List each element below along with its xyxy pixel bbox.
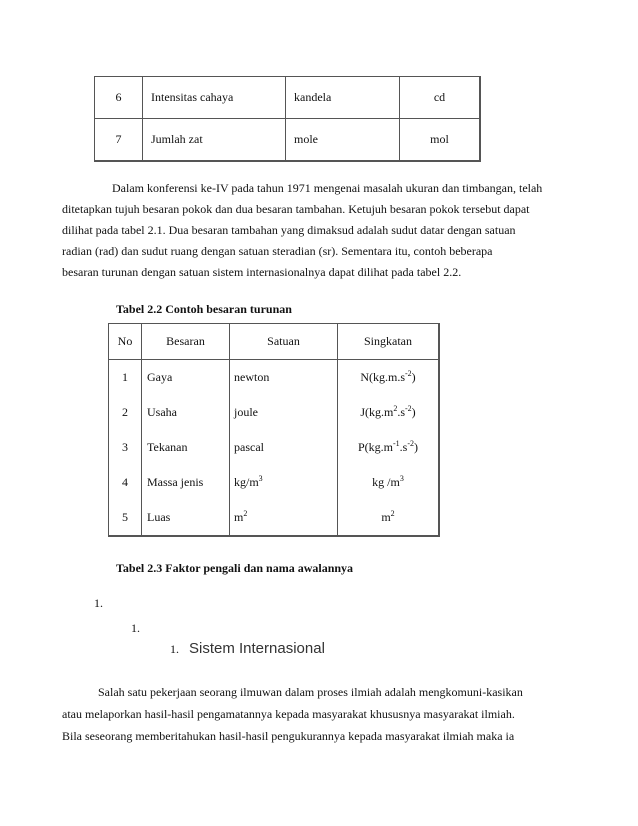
paragraph-line: Bila seseorang memberitahukan hasil-hasil pengukurannya kepada masyarakat ilmiah maka ia bbox=[62, 729, 515, 743]
cell-no: 6 bbox=[94, 77, 142, 119]
table-row bbox=[109, 395, 438, 430]
table-row bbox=[109, 430, 438, 465]
list-number-level3: 1. bbox=[170, 642, 179, 656]
cell-unit: pascal bbox=[229, 430, 337, 465]
table-caption: Tabel 2.3 Faktor pengali dan nama awalannya bbox=[116, 561, 354, 575]
paragraph-line: dilihat pada tabel 2.1. Dua besaran tambahan yang dimaksud adalah sudut datar dengan satuan bbox=[62, 223, 516, 237]
header-abbr: Singkatan bbox=[337, 324, 438, 360]
header-quantity: Besaran bbox=[141, 324, 229, 360]
paragraph-line: radian (rad) dan sudut ruang dengan satuan steradian (sr). Sementara itu, contoh beberapa bbox=[62, 244, 493, 258]
cell-no: 7 bbox=[94, 119, 142, 160]
cell-quantity: Usaha bbox=[141, 395, 229, 430]
paragraph-si bbox=[62, 681, 570, 747]
table-row bbox=[94, 119, 479, 160]
paragraph-line: atau melaporkan hasil-hasil pengamatannya kepada masyarakat khususnya masyarakat ilmiah. bbox=[62, 707, 515, 721]
cell-no: 2 bbox=[122, 405, 128, 419]
cell-no: 4 bbox=[122, 475, 128, 489]
cell-quantity: Massa jenis bbox=[141, 465, 229, 500]
paragraph-line: Dalam konferensi ke-IV pada tahun 1971 mengenai masalah ukuran dan timbangan, telah bbox=[112, 181, 543, 195]
table-header-row bbox=[109, 324, 438, 360]
cell-no: 3 bbox=[122, 440, 128, 454]
cell-unit: joule bbox=[229, 395, 337, 430]
cell-abbr: kg $/m^3$ bbox=[337, 465, 438, 500]
cell-abbr: $J(kg.m^2.s^{-2})$ bbox=[337, 395, 438, 430]
cell-quantity: Jumlah zat bbox=[142, 119, 285, 160]
cell-unit: $kg/m^3$ bbox=[229, 465, 337, 500]
derived-quantity-table bbox=[108, 323, 440, 537]
section-heading bbox=[170, 640, 325, 657]
table-row bbox=[109, 360, 438, 395]
table-row bbox=[94, 77, 479, 119]
cell-no: 5 bbox=[122, 510, 128, 524]
table-caption: Tabel 2.2 Contoh besaran turunan bbox=[116, 302, 292, 316]
cell-symbol: cd bbox=[399, 77, 479, 119]
cell-unit: newton bbox=[229, 360, 337, 395]
cell-quantity: Gaya bbox=[141, 360, 229, 395]
cell-quantity: Intensitas cahaya bbox=[142, 77, 285, 119]
header-unit: Satuan bbox=[229, 324, 337, 360]
cell-quantity: Tekanan bbox=[141, 430, 229, 465]
section-title: Sistem Internasional bbox=[189, 640, 325, 657]
header-no: No bbox=[109, 324, 141, 360]
table-row bbox=[109, 500, 438, 535]
cell-abbr: $m^2$ bbox=[337, 500, 438, 535]
list-number-level1: 1. bbox=[94, 596, 103, 610]
cell-abbr: $N(kg.m.s^{-2})$ bbox=[337, 360, 438, 395]
cell-unit: $m^2$ bbox=[229, 500, 337, 535]
paragraph-line: besaran turunan dengan satuan sistem internasionalnya dapat dilihat pada tabel 2.2. bbox=[62, 265, 462, 279]
cell-unit: kandela bbox=[285, 77, 399, 119]
list-number-level2: 1. bbox=[131, 621, 140, 635]
cell-symbol: mol bbox=[399, 119, 479, 160]
base-quantity-table-continued bbox=[94, 76, 481, 162]
cell-no: 1 bbox=[122, 370, 128, 384]
paragraph-conference bbox=[62, 178, 572, 283]
table-row bbox=[109, 465, 438, 500]
cell-unit: mole bbox=[285, 119, 399, 160]
cell-abbr: $P(kg.m^{-1}.s^{-2})$ bbox=[337, 430, 438, 465]
paragraph-line: Salah satu pekerjaan seorang ilmuwan dalam proses ilmiah adalah mengkomuni-kasikan bbox=[98, 685, 523, 699]
cell-quantity: Luas bbox=[141, 500, 229, 535]
paragraph-line: ditetapkan tujuh besaran pokok dan dua besaran tambahan. Ketujuh besaran pokok tersebut dapat bbox=[62, 202, 530, 216]
